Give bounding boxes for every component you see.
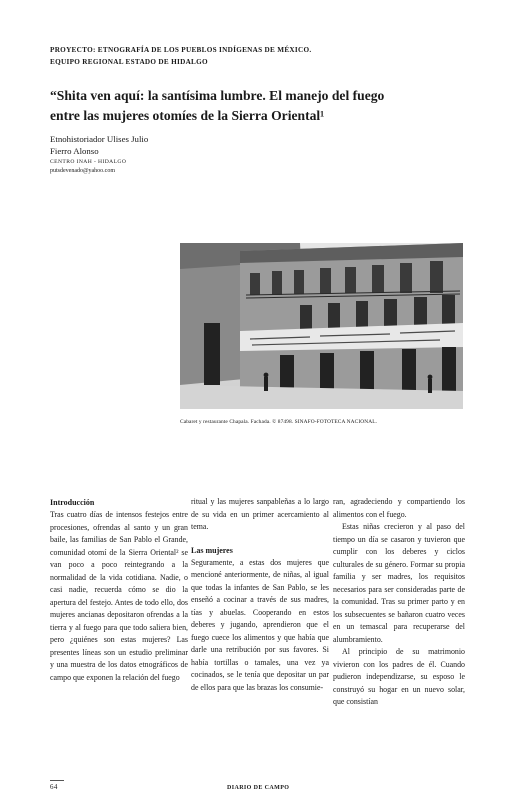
column-1 bbox=[50, 496, 188, 684]
title-line-2: entre las mujeres otomíes de la Sierra Oriental¹ bbox=[50, 108, 325, 123]
photo-caption: Cabaret y restaurante Chapala. Fachada. © 87498. SINAFO-FOTOTECA NACIONAL. bbox=[180, 419, 378, 425]
article-title bbox=[50, 86, 480, 126]
journal-name: DIARIO DE CAMPO bbox=[227, 785, 290, 791]
section-heading-las-mujeres: Las mujeres bbox=[191, 545, 233, 555]
project-line-2: EQUIPO REGIONAL ESTADO DE HIDALGO bbox=[50, 58, 208, 66]
paragraph: Al principio de su matrimonio vivieron con los padres de él. Cuando pudieron independizarse, su esposo le construyó su hogar en un nuevo solar, que consistían bbox=[333, 647, 465, 706]
paragraph: Seguramente, a estas dos mujeres que mencioné anteriormente, de niñas, al igual que todas la infantes de San Pablo, se les enseñó a cocinar a través de sus madres, tías y abuelas. Cooperando en estos deberes y jugando, aprendieron que el fuego cuece los alimentos y que había que darle una retribución por sus favores. Si había tortillas o tamales, una vez ya cocinados, se le tenía que depositar un par de ellos para que las brazas los consumie- bbox=[191, 557, 329, 692]
title-line-1: “Shita ven aquí: la santísima lumbre. El manejo del fuego bbox=[50, 88, 385, 103]
page-number: 64 bbox=[50, 783, 58, 791]
paragraph: ritual y las mujeres sanpableñas a lo largo de su vida en un primer acercamiento al tema. bbox=[191, 497, 329, 531]
author-block bbox=[50, 133, 350, 176]
author-line-2: Fierro Alonso bbox=[50, 146, 99, 156]
footer-rule bbox=[50, 780, 64, 781]
historic-photo bbox=[180, 243, 463, 409]
institution-label: CENTRO INAH - HIDALGO bbox=[50, 159, 127, 165]
author-email: putsdevenado@yahoo.com bbox=[50, 168, 116, 174]
author-line-1: Etnohistoriador Ulises Julio bbox=[50, 134, 149, 144]
project-line-1: PROYECTO: ETNOGRAFÍA DE LOS PUEBLOS INDÍGENAS DE MÉXICO. bbox=[50, 46, 312, 54]
section-heading-introduccion: Introducción bbox=[50, 498, 95, 507]
column-3 bbox=[333, 496, 465, 709]
paragraph: ran, agradeciendo y compartiendo los alimentos con el fuego. bbox=[333, 497, 465, 519]
project-header bbox=[50, 44, 480, 68]
paragraph: Estas niñas crecieron y al paso del tiempo un día se casaron y tuvieron que cumplir con los deberes y ciclos culturales de su género. Formar su propia familia y ser madres, los requisitos necesarios para ser consideradas parte de la comunidad. Tras su primer parto y en los subsecuentes se bañaron cuatro veces en un temascal para recuperarse del alumbramiento. bbox=[333, 522, 465, 644]
paragraph: Tras cuatro días de intensos festejos entre procesiones, ofrendas al santo y un gran baile, las familias de San Pablo el Grande, comunidad otomí de la Sierra Oriental² se van poco a poco reintegrando a la normalidad de la vida cotidiana. Nadie, o casi nadie, recuerda cómo se dio la apertura del festejo. Antes de todo ello, dos mujeres ancianas depositaron ofrendas a la tierra y al fuego para que todo saliera bien, pero ¿quiénes son estas mujeres? Las presentes líneas son un estudio preliminar y una muestra de los datos etnográficos de campo que exponen la relación del fuego bbox=[50, 510, 188, 682]
column-2 bbox=[191, 496, 329, 694]
